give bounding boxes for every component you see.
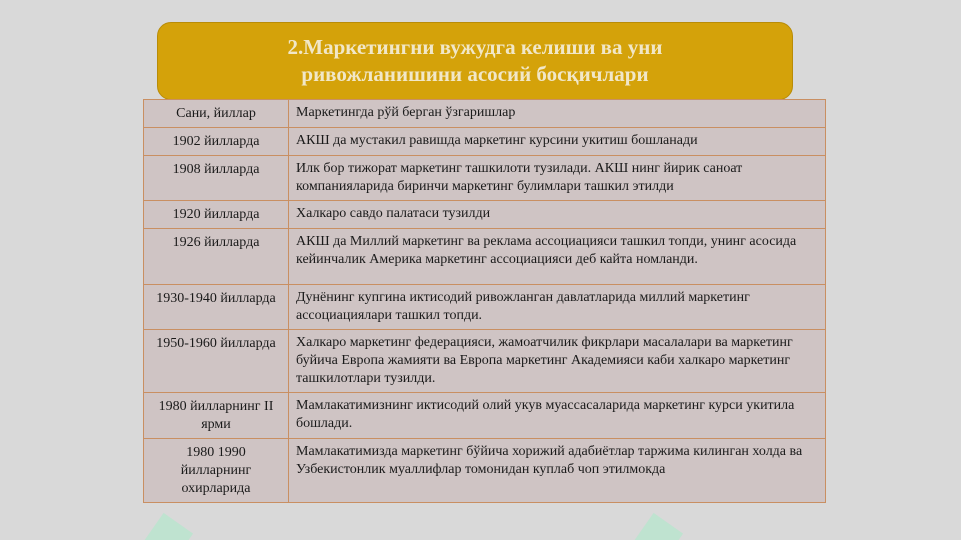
- table-row: [144, 156, 826, 201]
- table-row: [144, 128, 826, 156]
- table-row: [144, 285, 826, 330]
- table-row: [144, 229, 826, 285]
- row-event: Халкаро савдо палатаси тузилди: [289, 201, 826, 229]
- row-event: Мамлакатимизда маркетинг бўйича хорижий адабиётлар таржима килинган холда ва Узбекистонлик муаллифлар томонидан куплаб чоп этилмокда: [289, 439, 826, 503]
- row-event: Мамлакатимизнинг иктисодий олий укув муассасаларида маркетинг курси укитила бошлади.: [289, 393, 826, 439]
- header-period: Сани, йиллар: [144, 100, 289, 128]
- row-period: 1950-1960 йилларда: [144, 330, 289, 393]
- table-row: [144, 393, 826, 439]
- row-period: 1926 йилларда: [144, 229, 289, 285]
- table-row: [144, 201, 826, 229]
- row-event: АКШ да Миллий маркетинг ва реклама ассоциацияси ташкил топди, унинг асосида кейинчалик Америка маркетинг ассоциацияси деб кайта номланди.: [289, 229, 826, 285]
- row-period: 1930-1940 йилларда: [144, 285, 289, 330]
- header-event: Маркетингда рўй берган ўзгаришлар: [289, 100, 826, 128]
- slide-title: 2.Маркетингни вужудга келиши ва уни ривожланишини асосий босқичлари: [287, 35, 663, 86]
- marketing-history-table: [143, 99, 826, 503]
- row-period: 1920 йилларда: [144, 201, 289, 229]
- row-event: Илк бор тижорат маркетинг ташкилоти тузилади. АКШ нинг йирик саноат компанияларида биринчи маркетинг булимлари ташкил этилди: [289, 156, 826, 201]
- row-event: Халкаро маркетинг федерацияси, жамоатчилик фикрлари масалалари ва маркетинг буйича Европа жамияти ва Европа маркетинг Академияси каби халкаро маркетинг ташкилотлари тузилди.: [289, 330, 826, 393]
- row-period: 1908 йилларда: [144, 156, 289, 201]
- table-row: [144, 330, 826, 393]
- row-event: АКШ да мустакил равишда маркетинг курсини укитиш бошланади: [289, 128, 826, 156]
- row-event: Дунёнинг купгина иктисодий ривожланган давлатларида миллий маркетинг ассоциациялари ташкил топди.: [289, 285, 826, 330]
- row-period: 1980 1990 йилларнинг охирларида: [144, 439, 289, 503]
- table-header-row: [144, 100, 826, 128]
- row-period: 1980 йилларнинг II ярми: [144, 393, 289, 439]
- title-banner: [157, 22, 793, 100]
- table-row: [144, 439, 826, 503]
- row-period: 1902 йилларда: [144, 128, 289, 156]
